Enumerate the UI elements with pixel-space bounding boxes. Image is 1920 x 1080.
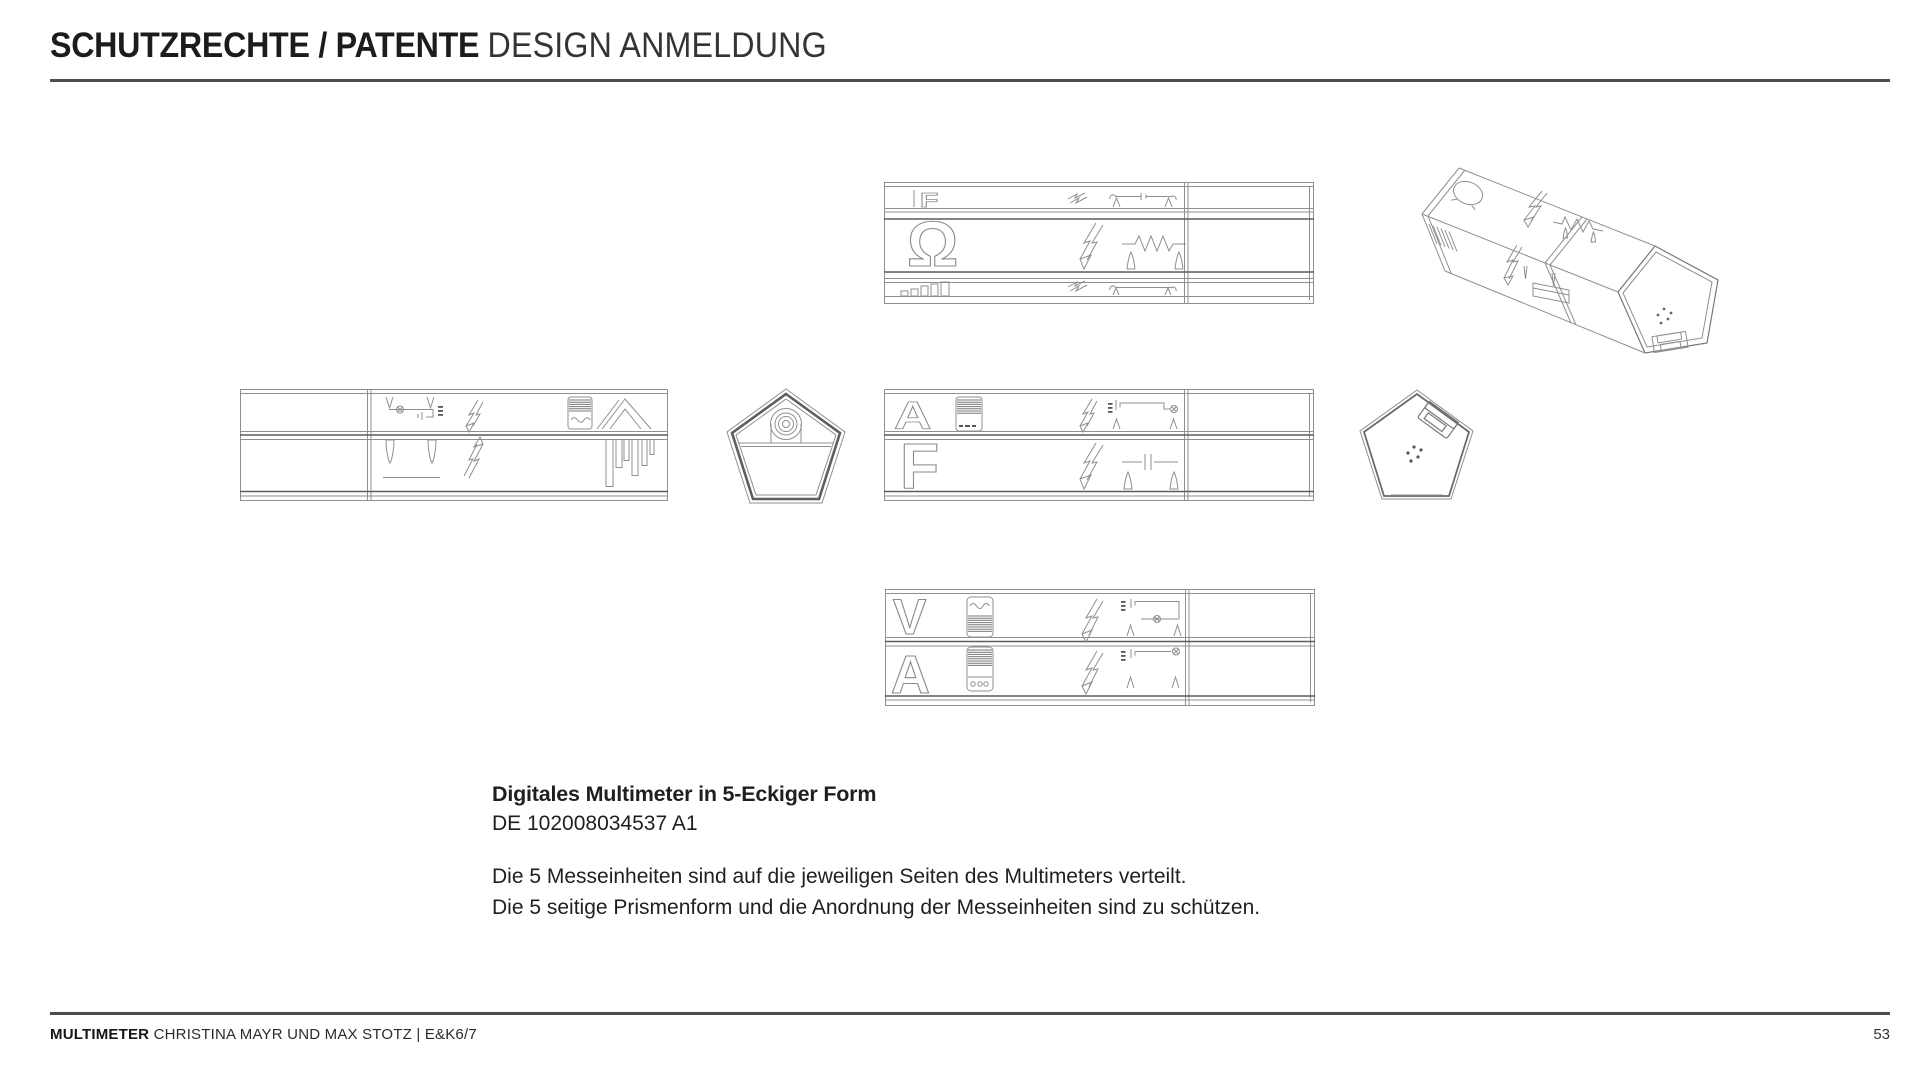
letter-v: V bbox=[893, 589, 927, 645]
patent-name: Digitales Multimeter in 5-Eckiger Form bbox=[492, 782, 877, 806]
lightning-icon bbox=[1524, 191, 1547, 227]
hanging-bars-icon bbox=[606, 440, 654, 487]
rating-marks bbox=[1108, 403, 1113, 413]
lightning-icon bbox=[1504, 245, 1522, 285]
header-rule bbox=[50, 79, 1890, 82]
patent-description bbox=[492, 861, 1260, 923]
rating-marks bbox=[1121, 651, 1126, 661]
footer-credits: CHRISTINA MAYR UND MAX STOTZ | E&K6/7 bbox=[153, 1026, 477, 1043]
page-header bbox=[50, 26, 894, 66]
figure-amp-farad-side-view bbox=[884, 389, 1314, 501]
prism-body bbox=[1422, 168, 1718, 353]
dial-knob bbox=[771, 409, 802, 444]
resistor-icon bbox=[1122, 236, 1186, 269]
probe-lead-icon bbox=[1110, 193, 1176, 207]
display-icon bbox=[967, 597, 993, 637]
svg-text:A: A bbox=[894, 393, 932, 438]
lightning-icon bbox=[466, 400, 483, 432]
bar-chart-icon bbox=[901, 282, 949, 296]
lightning-icon bbox=[1080, 443, 1103, 489]
patent-registration-number: DE 102008034537 A1 bbox=[492, 812, 698, 835]
pentagon-inner-outline bbox=[1364, 394, 1469, 496]
figure-frame bbox=[240, 389, 668, 501]
rating-marks bbox=[438, 406, 443, 416]
pentagon-outline bbox=[1360, 390, 1473, 499]
patent-description-line: Die 5 seitige Prismenform und die Anordnung der Messeinheiten sind zu schützen. bbox=[492, 896, 1261, 919]
figure-left-side-view bbox=[240, 389, 668, 501]
probe-lead-icon bbox=[383, 440, 440, 478]
main-band-lines bbox=[884, 435, 1314, 492]
battery-circuit-icon bbox=[1127, 648, 1180, 688]
page-number: 53 bbox=[1873, 1026, 1890, 1043]
spark-icon bbox=[1068, 193, 1087, 203]
pentagon-dots bbox=[1657, 308, 1673, 325]
diode-circuit-icon bbox=[1113, 400, 1178, 429]
lightning-icon bbox=[1082, 651, 1103, 694]
pentagon-dots bbox=[1406, 445, 1422, 462]
lightning-icon bbox=[1080, 399, 1097, 432]
letter-f-partial: F bbox=[920, 189, 939, 212]
footer-project: MULTIMETER bbox=[50, 1026, 150, 1043]
letter-ohm: Ω bbox=[907, 208, 959, 280]
patent-description-line: Die 5 Messeinheiten sind auf die jeweiligen Seiten des Multimeters verteilt. bbox=[492, 865, 1187, 888]
footer-rule bbox=[50, 1012, 1890, 1015]
figure-perspective-view bbox=[1405, 166, 1735, 362]
probe-lead-icon bbox=[1110, 286, 1176, 295]
letter-a: A bbox=[891, 645, 930, 705]
main-band-lines bbox=[885, 642, 1315, 697]
main-band-lines bbox=[240, 435, 668, 492]
letter-f: F bbox=[900, 430, 940, 502]
display-icon bbox=[967, 647, 993, 691]
capacitor-icon bbox=[1122, 454, 1178, 489]
page-title-light: DESIGN ANMELDUNG bbox=[487, 26, 827, 65]
rating-marks bbox=[1121, 601, 1126, 611]
patent-text-block bbox=[492, 779, 1260, 923]
figure-pentagon-knob-view bbox=[722, 384, 850, 514]
lightning-icon bbox=[1080, 223, 1103, 269]
figure-ohm-side-view bbox=[884, 182, 1314, 304]
lightning-icon bbox=[464, 437, 483, 478]
figure-volt-amp-side-view bbox=[885, 589, 1315, 706]
figure-frame bbox=[884, 389, 1314, 501]
display-icon bbox=[956, 397, 982, 431]
footer bbox=[50, 1026, 477, 1043]
diode-circuit-icon bbox=[386, 397, 434, 420]
figure-pentagon-clip-view bbox=[1356, 386, 1478, 510]
panel-outline bbox=[1524, 266, 1569, 303]
display-icon bbox=[568, 397, 592, 429]
battery-circuit-icon bbox=[1127, 599, 1181, 636]
caret-letter-outline bbox=[597, 399, 651, 429]
lightning-icon bbox=[1082, 599, 1103, 642]
page-title bbox=[50, 26, 827, 66]
page-title-strong: SCHUTZRECHTE / PATENTE bbox=[50, 26, 480, 65]
clip-connector bbox=[1652, 331, 1688, 352]
